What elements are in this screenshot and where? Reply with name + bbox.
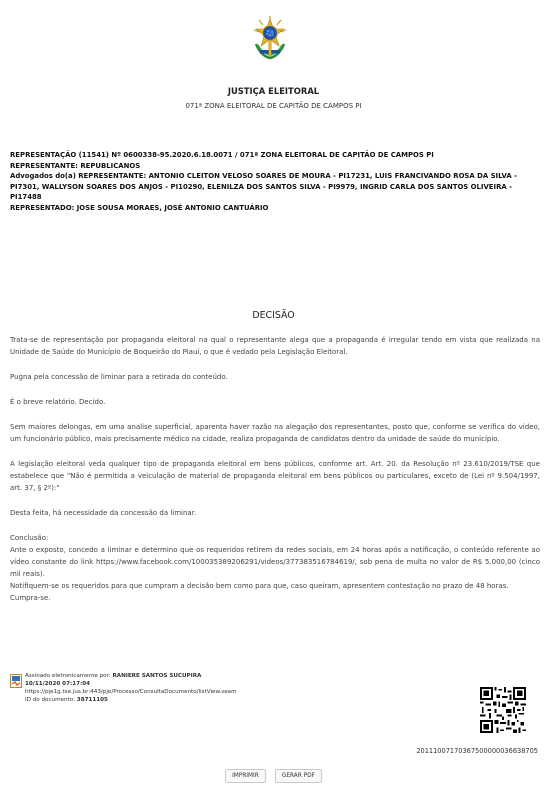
qr-code-icon xyxy=(480,687,526,733)
decision-body xyxy=(10,334,540,604)
action-buttons xyxy=(0,762,547,783)
document-code: 20111007170367500000036638705 xyxy=(416,747,538,755)
advogados-label: Advogados do(a) REPRESENTANTE: xyxy=(10,172,149,181)
advogados-names: ANTONIO CLEITON VELOSO SOARES DE MOURA - PI17231, LUIS FRANCIVANDO ROSA DA SILVA - PI7301, WALLYSON SOARES DOS ANJOS - PI10290, ELENILZA DOS SANTOS SILVA - PI9979, INGRID CARLA DOS SANTOS OLIVEIRA - PI17488 xyxy=(10,172,517,202)
paragraph-8: Ante o exposto, concedo a liminar e determino que os requeridos retirem da redes sociais, em 24 horas após a notificação, o conteúdo referente ao vídeo constante do link https://www.facebook.com/100035389206291/videos/377383516784619/, sob pena de multa no valor de R$ 5.000,00 (cinco mil reais). xyxy=(10,546,540,578)
signer-name: RANIERE SANTOS SUCUPIRA xyxy=(112,673,202,679)
paragraph-1: Trata-se de representação por propaganda eleitoral na qual o representante alega que a propaganda é irregular tendo em vista que realizada na Unidade de Saúde do Município de Boqueirão do Piauí, o que é vedado pela Legislação Eleitoral. xyxy=(10,336,540,356)
decision-title: DECISÃO xyxy=(252,310,295,321)
court-zone: 071ª ZONA ELEITORAL DE CAPITÃO DE CAMPOS PI xyxy=(185,102,362,110)
document-id-value: 38711105 xyxy=(76,697,108,703)
paragraph-5: A legislação eleitoral veda qualquer tipo de propaganda eleitoral em bens públicos, conforme art. Art. 20. da Resolução nº 23.610/2019/TSE que estabelece que "Não é permitida a veiculação de material de propaganda eleitoral em bens públicos ou particulares, exceto de (Lei nº 9.504/1997, art. 37, § 2º):" xyxy=(10,460,540,492)
verification-url[interactable]: https://pje1g.tse.jus.br:443/pje/Processo/ConsultaDocumento/listView.seam xyxy=(25,689,237,695)
paragraph-2: Pugna pela concessão de liminar para a retirada do conteúdo. xyxy=(10,373,228,381)
advogados xyxy=(10,171,540,203)
signature-datetime: 10/11/2020 07:17:04 xyxy=(25,681,90,687)
representado: REPRESENTADO: JOSE SOUSA MORAES, JOSÉ ANTONIO CANTUÁRIO xyxy=(10,203,269,212)
case-number: REPRESENTAÇÃO (11541) Nº 0600338-95.2020.6.18.0071 / 071ª ZONA ELEITORAL DE CAPITÃO DE CAMPOS PI xyxy=(10,151,434,159)
signed-by-label: Assinado eletronicamente por: xyxy=(25,673,113,679)
signed-document-icon xyxy=(10,674,22,688)
case-header xyxy=(10,150,540,214)
paragraph-3: É o breve relatório. Decido. xyxy=(10,398,106,406)
paragraph-6: Desta feita, há necessidade da concessão da liminar. xyxy=(10,509,197,517)
paragraph-10: Cumpra-se. xyxy=(10,594,51,602)
brazil-coat-of-arms-icon xyxy=(251,14,289,62)
signed-by xyxy=(25,672,335,680)
generate-pdf-button[interactable]: GERAR PDF xyxy=(275,769,322,783)
conclusion-label: Conclusão: xyxy=(10,534,49,542)
representante: REPRESENTANTE: REPUBLICANOS xyxy=(10,161,141,170)
paragraph-9: Notifiquem-se os requeridos para que cumpram a decisão bem como para que, caso queiram, apresentem contestação no prazo de 48 horas. xyxy=(10,582,509,590)
print-button[interactable]: IMPRIMIR xyxy=(225,769,266,783)
document-id xyxy=(25,696,335,704)
document-id-label: ID do documento: xyxy=(25,697,77,703)
paragraph-4: Sem maiores delongas, em uma analise superficial, aparenta haver razão na alegação dos representantes, posto que, conforme se verifica do vídeo, um funcionário público, mais precisamente médico na cidade, realiza propaganda de candidatos dentro da unidade de saúde do município. xyxy=(10,423,540,443)
court-title: JUSTIÇA ELEITORAL xyxy=(227,86,320,96)
